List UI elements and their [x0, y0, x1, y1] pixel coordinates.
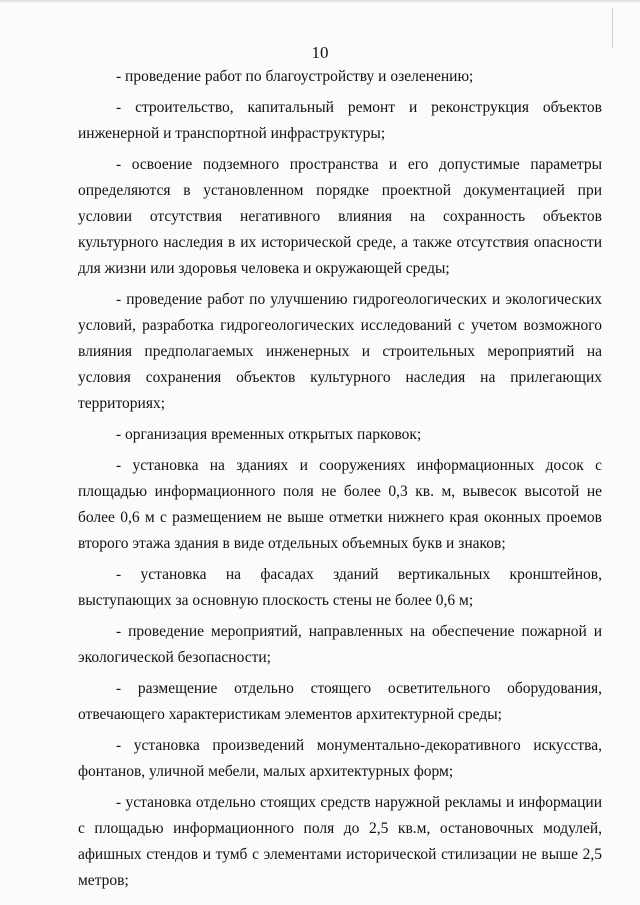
list-item: - размещение отдельно стоящего осветительного оборудования, отвечающего характеристикам элементов архитектурной среды; [78, 680, 602, 723]
list-item: - установка отдельно стоящих средств наружной рекламы и информации с площадью информационного поля до 2,5 кв.м, остановочных модулей, афишных стендов и тумб с элементами исторической стилизации не выше 2,5 метров; [78, 794, 602, 889]
page-number: 10 [311, 43, 329, 62]
list-item: - организация временных открытых парковок; [116, 426, 422, 443]
list-item: - установка произведений монументально-декоративного искусства, фонтанов, уличной мебели, малых архитектурных форм; [78, 737, 602, 780]
scan-top-edge [0, 0, 640, 3]
scan-artifact-line [612, 8, 613, 48]
list-item: - установка на зданиях и сооружениях информационных досок с площадью информационного поля не более 0,3 кв. м, вывесок высотой не более 0,6 м с размещением не выше отметки нижнего края оконных проемов второго этажа здания в виде отдельных объемных букв и знаков; [78, 457, 602, 552]
list-item: - освоение подземного пространства и его допустимые параметры определяются в установленном порядке проектной документацией при условии отсутствия негативного влияния на сохранность объектов культурного наследия в их исторической среде, а также отсутствия опасности для жизни или здоровья человека и окружающей среды; [78, 156, 602, 277]
document-body [78, 64, 602, 899]
list-item: - проведение мероприятий, направленных на обеспечение пожарной и экологической безопасности; [78, 623, 602, 666]
list-item: - установка на фасадах зданий вертикальных кронштейнов, выступающих за основную плоскость стены не более 0,6 м; [78, 566, 602, 609]
list-item: - строительство, капитальный ремонт и реконструкция объектов инженерной и транспортной инфраструктуры; [78, 99, 602, 142]
list-item: - проведение работ по улучшению гидрогеологических и экологических условий, разработка гидрогеологических исследований с учетом возможного влияния предполагаемых инженерных и строительных мероприятий на условия сохранения объектов культурного наследия на прилегающих территориях; [78, 291, 602, 412]
list-item: - проведение работ по благоустройству и озеленению; [116, 68, 474, 85]
